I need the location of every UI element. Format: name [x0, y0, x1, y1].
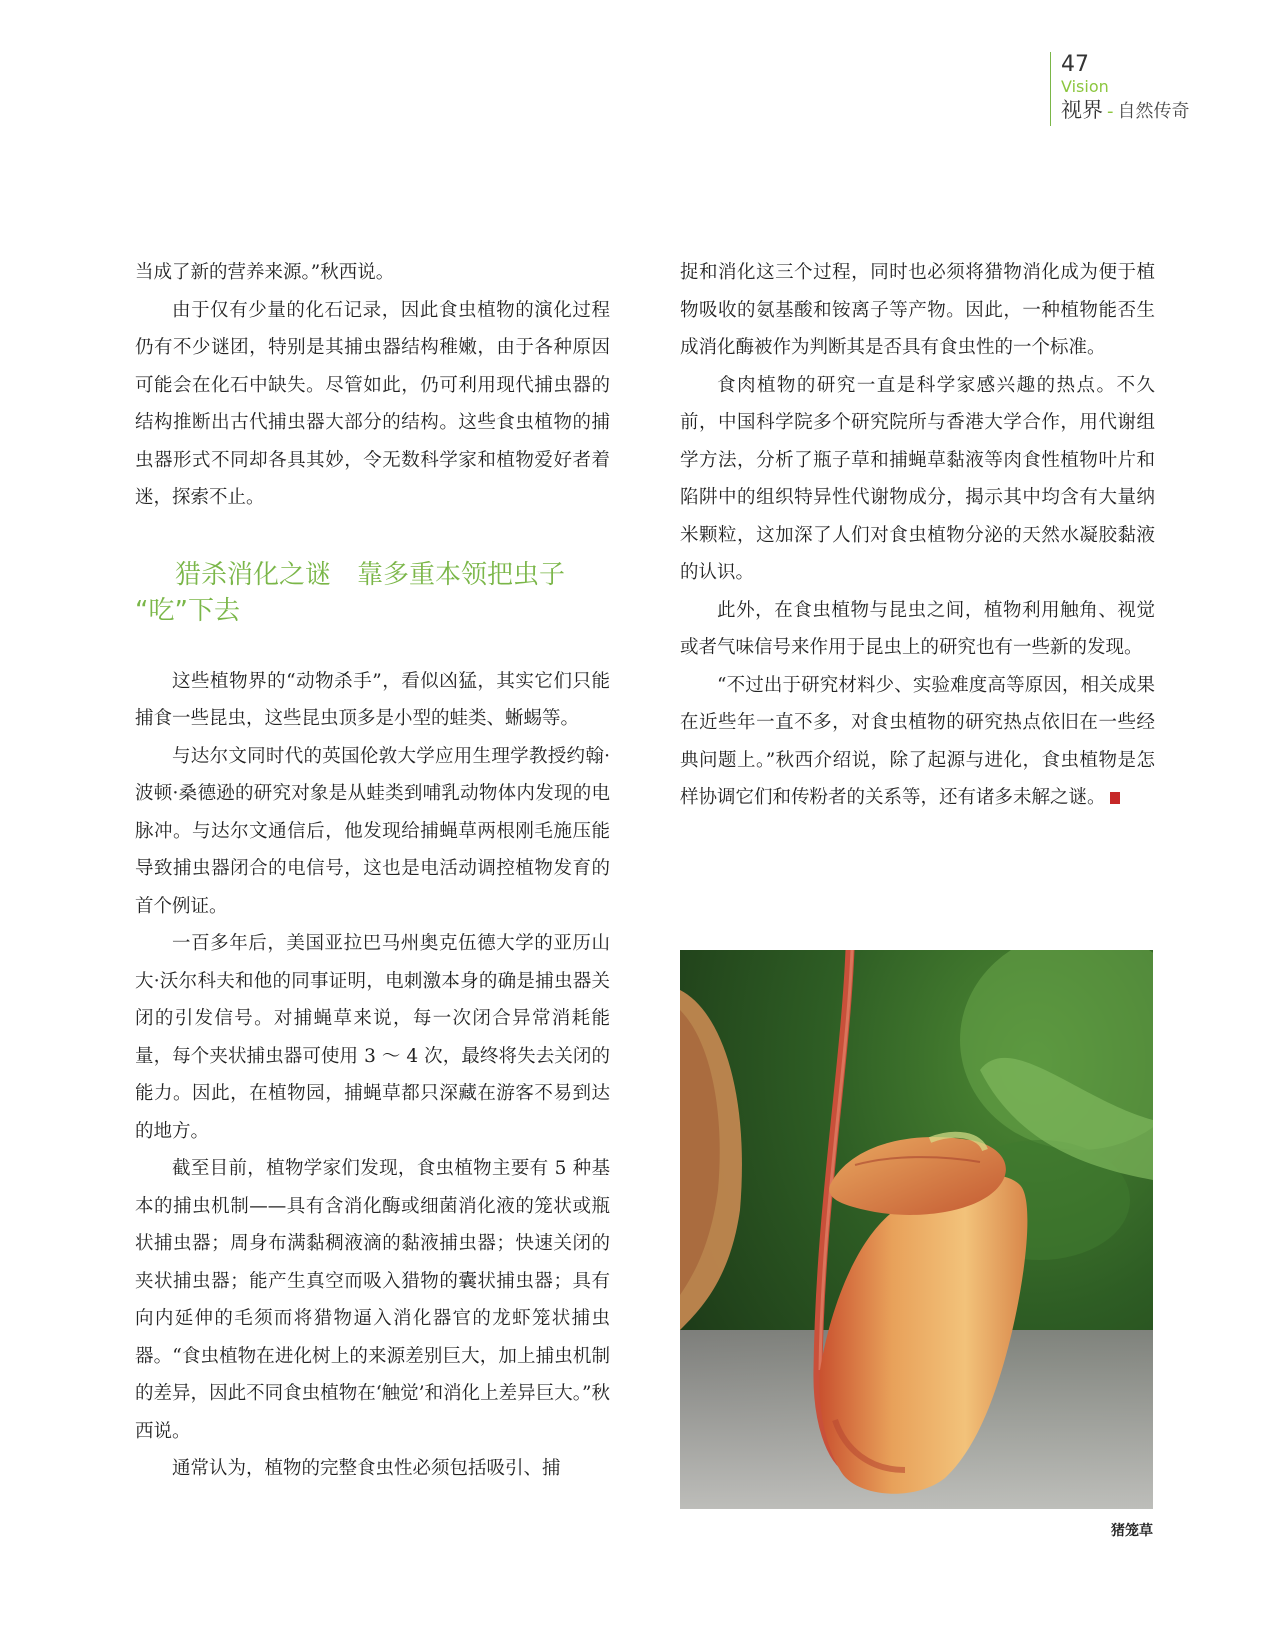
heading-line-1: 猎杀消化之谜 靠多重本领把虫子 [175, 559, 566, 590]
subsection-title: 自然传奇 [1117, 101, 1190, 122]
section-heading [135, 557, 610, 629]
page-header [1050, 52, 1270, 126]
paragraph: 这些植物界的“动物杀手”，看似凶猛，其实它们只能捕食一些昆虫，这些昆虫顶多是小型的蛙类、蜥蜴等。 [135, 670, 610, 729]
paragraph-text: “不过出于研究材料少、实验难度高等原因，相关成果在近些年一直不多，对食虫植物的研究热点依旧在一些经典问题上。”秋西介绍说，除了起源与进化，食虫植物是怎样协调它们和传粉者的关系等，还有诸多未解之谜。 [680, 674, 1155, 808]
heading-line-2: “吃”下去 [135, 595, 240, 626]
paragraph: 捉和消化这三个过程，同时也必须将猎物消化成为便于植物吸收的氨基酸和铵离子等产物。因此，一种植物能否生成消化酶被作为判断其是否具有食虫性的一个标准。 [680, 262, 1155, 358]
paragraph: 此外，在食虫植物与昆虫之间，植物利用触角、视觉或者气味信号来作用于昆虫上的研究也有一些新的发现。 [680, 599, 1155, 658]
pitcher-plant-photo [680, 950, 1153, 1509]
paragraph: 截至目前，植物学家们发现，食虫植物主要有 5 种基本的捕虫机制——具有含消化酶或细菌消化液的笼状或瓶状捕虫器；周身布满黏稠液滴的黏液捕虫器；快速关闭的夹状捕虫器；能产生真空而吸入猎物的囊状捕虫器；具有向内延伸的毛须而将猎物逼入消化器官的龙虾笼状捕虫器。“食虫植物在进化树上的来源差别巨大，加上捕虫机制的差异，因此不同食虫植物在‘触觉’和消化上差异巨大。”秋西说。 [135, 1158, 610, 1442]
photo-caption: 猪笼草 [1111, 1523, 1153, 1539]
paragraph: 一百多年后，美国亚拉巴马州奥克伍德大学的亚历山大·沃尔科夫和他的同事证明，电刺激本身的确是捕虫器关闭的引发信号。对捕蝇草来说，每一次闭合异常消耗能量，每个夹状捕虫器可使用 3 ～ 4 次，最终将失去关闭的能力。因此，在植物园，捕蝇草都只深藏在游客不易到达的地方。 [135, 933, 610, 1142]
paragraph: 与达尔文同时代的英国伦敦大学应用生理学教授约翰·波顿·桑德逊的研究对象是从蛙类到哺乳动物体内发现的电脉冲。与达尔文通信后，他发现给捕蝇草两根刚毛施压能导致捕虫器闭合的电信号，这也是电活动调控植物发育的首个例证。 [135, 745, 610, 917]
right-column [680, 254, 1155, 817]
left-column [135, 254, 610, 1488]
section-title: 视界 [1061, 98, 1103, 122]
paragraph: 通常认为，植物的完整食虫性必须包括吸引、捕 [172, 1458, 561, 1479]
paragraph-final [680, 667, 1155, 817]
section-line [1061, 96, 1270, 126]
paragraph: 食肉植物的研究一直是科学家感兴趣的热点。不久前，中国科学院多个研究院所与香港大学合作，用代谢组学方法，分析了瓶子草和捕蝇草黏液等肉食性植物叶片和陷阱中的组织特异性代谢物成分，揭示其中均含有大量纳米颗粒，这加深了人们对食虫植物分泌的天然水凝胶黏液的认识。 [680, 374, 1155, 583]
paragraph: 由于仅有少量的化石记录，因此食虫植物的演化过程仍有不少谜团，特别是其捕虫器结构稚嫩，由于各种原因可能会在化石中缺失。尽管如此，仍可利用现代捕虫器的结构推断出古代捕虫器大部分的结构。这些食虫植物的捕虫器形式不同却各具其妙，令无数科学家和植物爱好者着迷，探索不止。 [135, 299, 610, 508]
paragraph: 当成了新的营养来源。”秋西说。 [135, 262, 395, 283]
vision-label: Vision [1061, 77, 1109, 96]
end-mark-icon [1110, 792, 1120, 804]
section-separator: - [1107, 101, 1114, 122]
page-number: 47 [1061, 52, 1089, 77]
pitcher-plant-illustration [680, 950, 1153, 1509]
